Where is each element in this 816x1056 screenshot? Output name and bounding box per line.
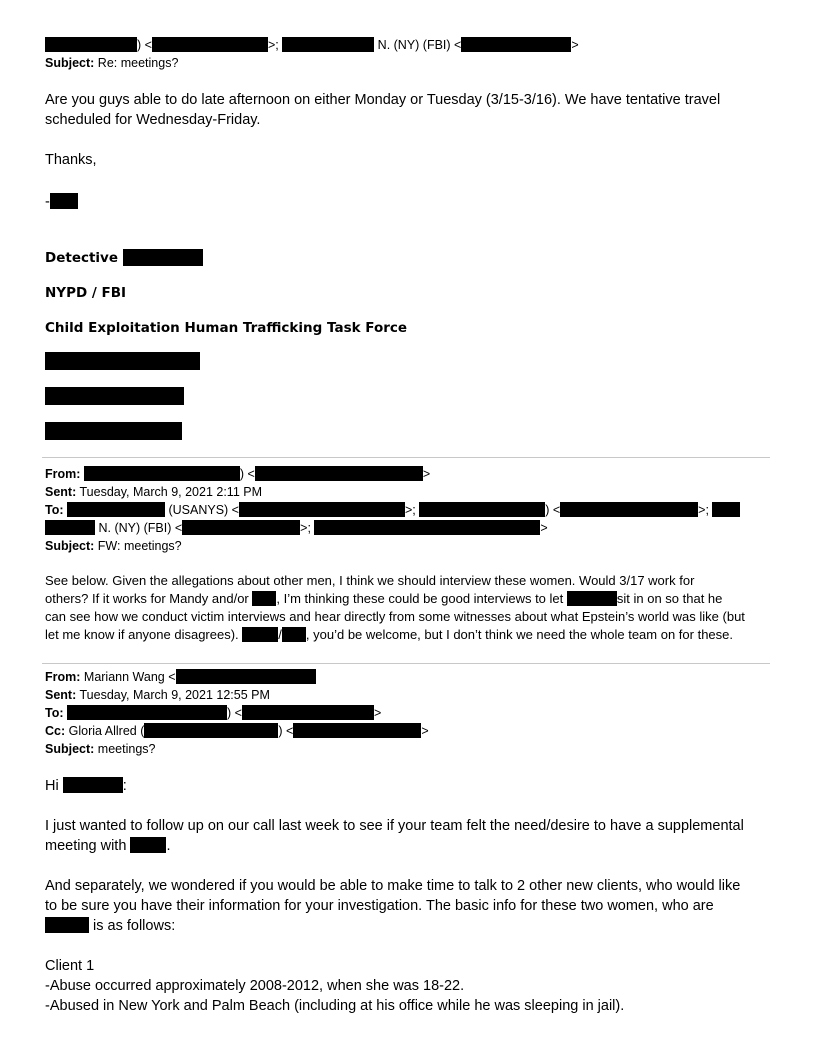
redaction (45, 520, 95, 535)
recipient-affiliation: N. (NY) (FBI) < (95, 521, 183, 535)
client-heading: Client 1 (45, 958, 95, 974)
to-label: To: (45, 503, 64, 517)
signature-title (45, 249, 203, 266)
subject-label: Subject: (45, 539, 95, 553)
to-label: To: (45, 706, 64, 720)
thanks-line: Thanks, (45, 152, 97, 168)
subject-line (45, 537, 182, 555)
sent-line (45, 483, 262, 501)
signoff-dash: - (45, 194, 50, 210)
subject-label: Subject: (45, 56, 95, 70)
separator: > (421, 724, 429, 738)
from-label: From: (45, 670, 81, 684)
redaction (255, 466, 423, 481)
sent-value: Tuesday, March 9, 2021 2:11 PM (79, 485, 263, 499)
redaction (45, 37, 137, 52)
from-value: Mariann Wang < (83, 670, 176, 684)
redaction (419, 502, 545, 517)
separator: ) < (278, 724, 294, 738)
body-text: let me know if anyone disagrees). (45, 627, 243, 642)
from-line (45, 668, 316, 686)
redaction (45, 917, 89, 933)
recipient-affiliation: N. (NY) (FBI) < (374, 38, 462, 52)
signoff-line (45, 192, 78, 212)
separator: ) < (227, 706, 242, 720)
redaction (282, 37, 374, 52)
redaction (560, 502, 698, 517)
redaction (282, 627, 306, 642)
redaction (239, 502, 405, 517)
sent-line (45, 686, 270, 704)
body-text: . (166, 838, 171, 854)
separator: ) < (545, 503, 561, 517)
body-line (45, 590, 722, 608)
redaction (50, 193, 78, 209)
redaction (67, 502, 165, 517)
body-text: is as follows: (89, 918, 176, 934)
separator: >; (404, 503, 420, 517)
separator: >; (267, 38, 283, 52)
subject-label: Subject: (45, 742, 95, 756)
redaction (293, 723, 421, 738)
divider (42, 663, 770, 664)
redaction (242, 705, 374, 720)
signature-unit: Child Exploitation Human Trafficking Task Force (45, 320, 408, 336)
separator: > (422, 467, 431, 481)
redaction (252, 591, 276, 606)
body-line (45, 916, 175, 936)
redaction (314, 520, 540, 535)
subject-value: meetings? (97, 742, 156, 756)
redaction (712, 502, 740, 517)
redaction (567, 591, 617, 606)
redaction (63, 777, 123, 793)
redaction (123, 249, 203, 266)
body-line: to be sure you have their information for your investigation. The basic info for these two women, who are (45, 898, 714, 914)
signature-redaction (45, 422, 182, 440)
body-line: scheduled for Wednesday-Friday. (45, 112, 261, 128)
cc-label: Cc: (45, 724, 66, 738)
signature-redaction (45, 387, 184, 405)
body-text: , I’m thinking these could be good interviews to let (276, 591, 567, 606)
redaction (461, 37, 571, 52)
body-text: sit in on so that he (616, 591, 723, 606)
body-text: meeting with (45, 838, 131, 854)
body-line: And separately, we wondered if you would be able to make time to talk to 2 other new clients, who would like (45, 878, 741, 894)
redaction (182, 520, 300, 535)
redaction (242, 627, 278, 642)
redaction (130, 837, 166, 853)
greeting-line (45, 776, 127, 796)
subject-line (45, 54, 178, 72)
cc-value: Gloria Allred ( (68, 724, 145, 738)
greeting-text: Hi (45, 778, 63, 794)
divider (42, 457, 770, 458)
greeting-text: : (122, 778, 127, 794)
body-text: others? If it works for Mandy and/or (45, 591, 253, 606)
body-line: can see how we conduct victim interviews and hear directly from some witnesses about what Epstein’s world was like (but (45, 609, 745, 624)
cc-line (45, 722, 429, 740)
client-detail: -Abuse occurred approximately 2008-2012, when she was 18-22. (45, 978, 465, 994)
body-text: / (278, 627, 282, 642)
to-line (45, 704, 381, 722)
from-line (45, 465, 430, 483)
signature-title-text: Detective (45, 250, 119, 266)
subject-line (45, 740, 155, 758)
separator: > (540, 521, 548, 535)
redaction (84, 466, 240, 481)
body-line: I just wanted to follow up on our call last week to see if your team felt the need/desire to have a supplemental (45, 818, 744, 834)
redaction (152, 37, 268, 52)
separator: > (373, 706, 382, 720)
body-line: See below. Given the allegations about other men, I think we should interview these women. Would 3/17 work for (45, 573, 695, 588)
to-line (45, 501, 740, 519)
redaction (67, 705, 227, 720)
to-line-continued (45, 519, 548, 537)
separator: ) < (239, 467, 255, 481)
separator: ) < (137, 38, 152, 52)
sent-label: Sent: (45, 485, 77, 499)
body-line (45, 836, 170, 856)
sent-value: Tuesday, March 9, 2021 12:55 PM (79, 688, 270, 702)
signature-redaction (45, 352, 200, 370)
body-text: , you’d be welcome, but I don’t think we need the whole team on for these. (305, 627, 733, 642)
separator: >; (698, 503, 713, 517)
separator: > (571, 38, 579, 52)
redaction (144, 723, 278, 738)
client-detail: -Abused in New York and Palm Beach (including at his office while he was sleeping in jail). (45, 998, 625, 1014)
sent-label: Sent: (45, 688, 77, 702)
to-line (45, 36, 579, 54)
from-label: From: (45, 467, 81, 481)
signature-org: NYPD / FBI (45, 285, 127, 301)
recipient-affiliation: (USANYS) < (165, 503, 239, 517)
redaction (176, 669, 316, 684)
body-line (45, 626, 733, 644)
subject-value: Re: meetings? (97, 56, 179, 70)
body-line: Are you guys able to do late afternoon on either Monday or Tuesday (3/15-3/16). We have tentative travel (45, 92, 721, 108)
separator: >; (300, 521, 315, 535)
subject-value: FW: meetings? (97, 539, 182, 553)
